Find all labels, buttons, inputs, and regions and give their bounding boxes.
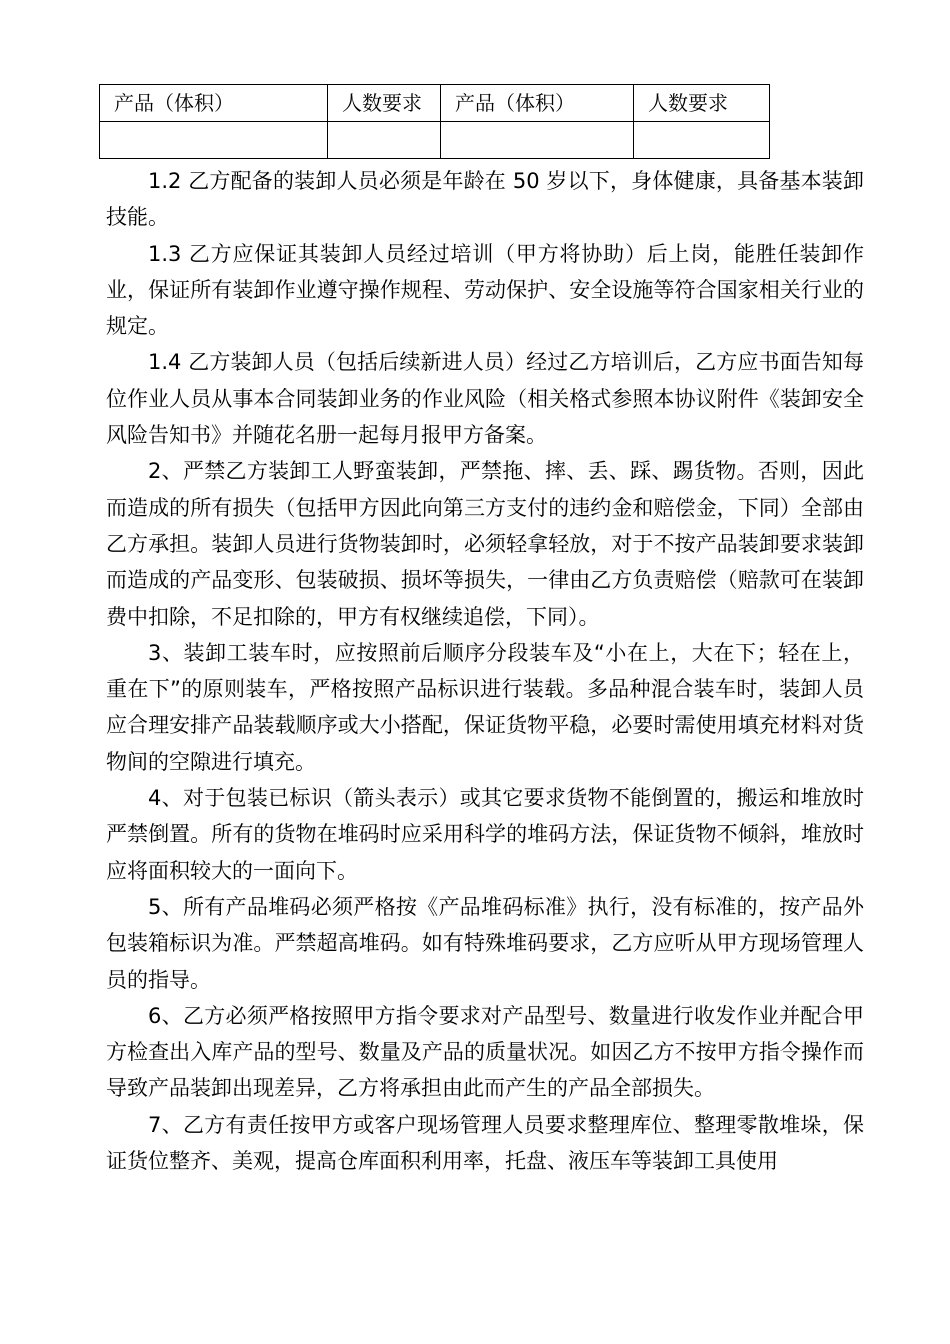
table-cell [100, 122, 328, 159]
clause-7: 7、乙方有责任按甲方或客户现场管理人员要求整理库位、整理零散堆垛，保证货位整齐、美观，提高仓库面积利用率，托盘、液压车等装卸工具使用 [106, 1112, 864, 1174]
clause-1-2: 1.2 乙方配备的装卸人员必须是年龄在 50 岁以下，身体健康，具备基本装卸技能。 [106, 169, 864, 230]
header-headcount-1: 人数要求 [328, 85, 441, 122]
header-headcount-2: 人数要求 [634, 85, 770, 122]
clause-2: 2、严禁乙方装卸工人野蛮装卸，严禁拖、摔、丢、踩、踢货物。否则，因此而造成的所有损失（包括甲方因此向第三方支付的违约金和赔偿金，下同）全部由乙方承担。装卸人员进行货物装卸时，必须轻拿轻放，对于不按产品装卸要求装卸而造成的产品变形、包装破损、损坏等损失，一律由乙方负责赔偿（赔款可在装卸费中扣除，不足扣除的，甲方有权继续追偿，下同）。 [106, 459, 864, 629]
table-cell [634, 122, 770, 159]
table-header-row [100, 85, 770, 122]
clause-1-4: 1.4 乙方装卸人员（包括后续新进人员）经过乙方培训后，乙方应书面告知每位作业人员从事本合同装卸业务的作业风险（相关格式参照本协议附件《装卸安全风险告知书》并随花名册一起每月报甲方备案。 [106, 350, 864, 448]
header-product-volume-1: 产品（体积） [100, 85, 328, 122]
clause-1-3: 1.3 乙方应保证其装卸人员经过培训（甲方将协助）后上岗，能胜任装卸作业，保证所有装卸作业遵守操作规程、劳动保护、安全设施等符合国家相关行业的规定。 [106, 241, 864, 339]
clause-3: 3、装卸工装车时，应按照前后顺序分段装车及“小在上，大在下；轻在上，重在下”的原则装车，严格按照产品标识进行装载。多品种混合装车时，装卸人员应合理安排产品装载顺序或大小搭配，保证货物平稳，必要时需使用填充材料对货物间的空隙进行填充。 [106, 640, 864, 774]
header-product-volume-2: 产品（体积） [441, 85, 634, 122]
table-row [100, 122, 770, 159]
contract-body-text [106, 163, 864, 1179]
clause-5: 5、所有产品堆码必须严格按《产品堆码标准》执行，没有标准的，按产品外包装箱标识为准。严禁超高堆码。如有特殊堆码要求，乙方应听从甲方现场管理人员的指导。 [106, 894, 864, 992]
clause-6: 6、乙方必须严格按照甲方指令要求对产品型号、数量进行收发作业并配合甲方检查出入库产品的型号、数量及产品的质量状况。如因乙方不按甲方指令操作而导致产品装卸出现差异，乙方将承担由此而产生的产品全部损失。 [106, 1003, 864, 1101]
staffing-requirement-table [99, 84, 770, 159]
clause-4: 4、对于包装已标识（箭头表示）或其它要求货物不能倒置的，搬运和堆放时严禁倒置。所有的货物在堆码时应采用科学的堆码方法，保证货物不倾斜，堆放时应将面积较大的一面向下。 [106, 786, 864, 883]
table-cell [328, 122, 441, 159]
table-cell [441, 122, 634, 159]
